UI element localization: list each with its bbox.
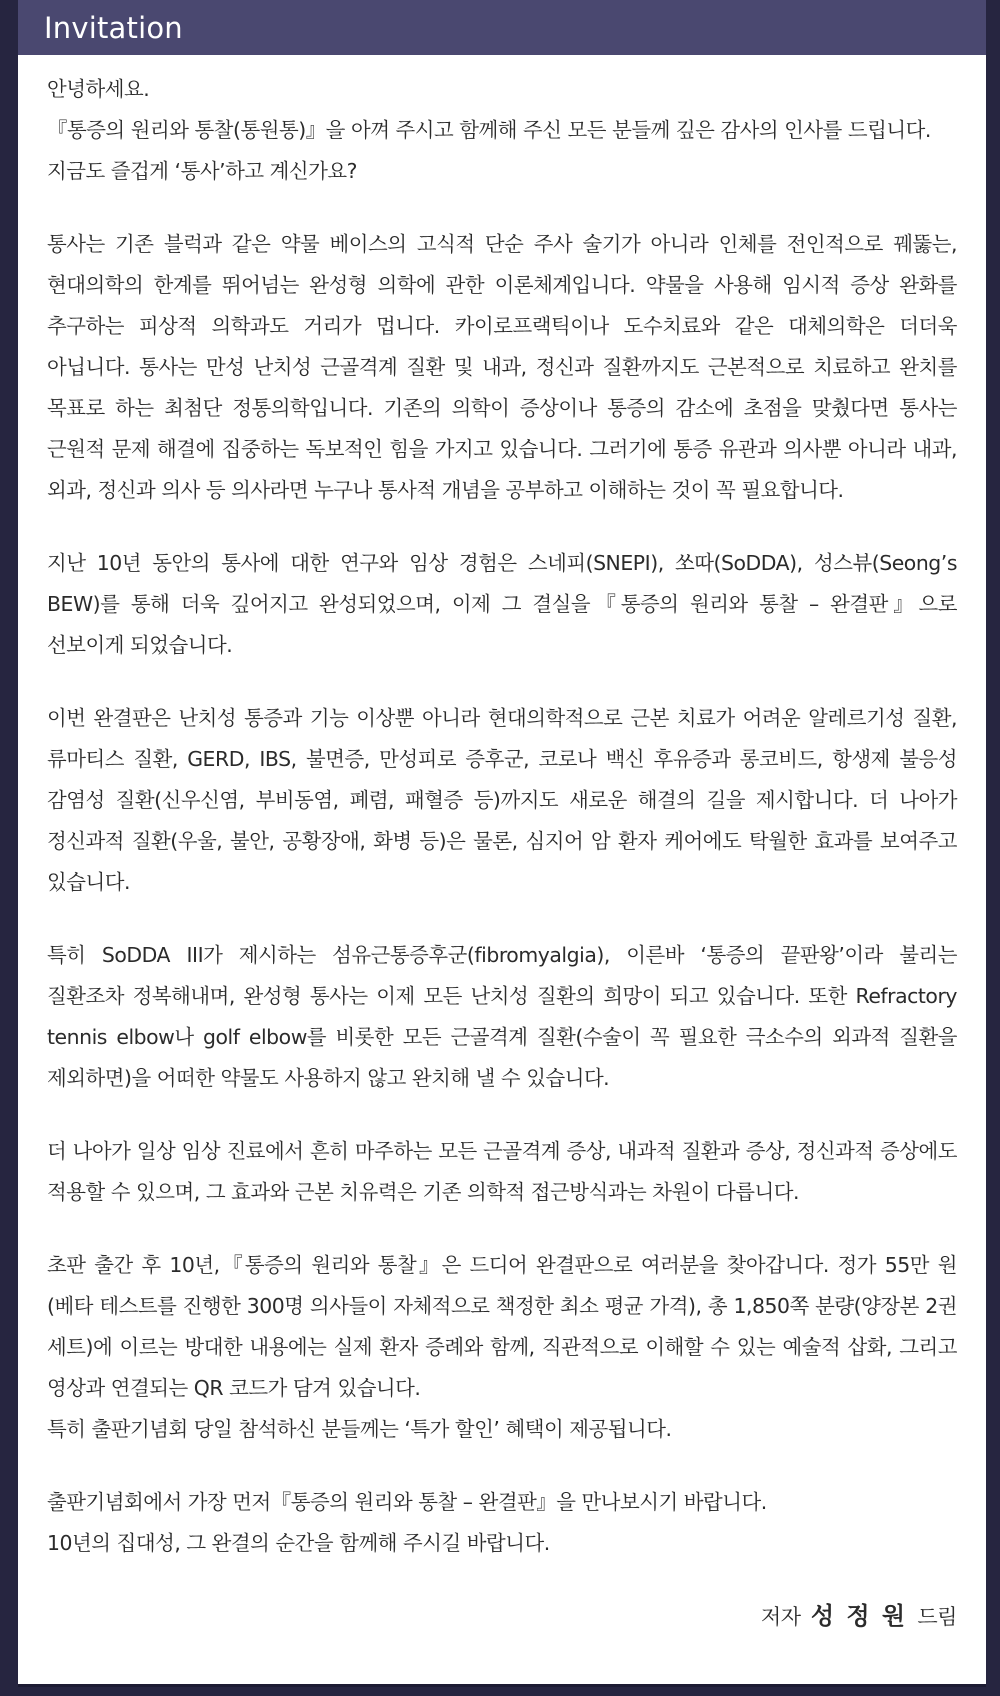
signature-prefix: 저자: [760, 1605, 801, 1629]
signature-suffix: 드림: [917, 1605, 957, 1629]
signature: [47, 1596, 957, 1638]
page-title: Invitation: [44, 10, 183, 45]
paragraph-line: 통사는 기존 블럭과 같은 약물 베이스의 고식적 단순 주사 술기가 아니라 인체를 전인적으로 꿰뚫는, 현대의학의 한계를 뛰어넘는 완성형 의학에 관한 이론체계입니다. 약물을 사용해 임시적 증상 완화를 추구하는 피상적 의학과도 거리가 멉니다. 카이로프랙틱이나 도수치료와 같은 대체의학은 더더욱 아닙니다. 통사는 만성 난치성 근골격계 질환 및 내과, 정신과 질환까지도 근본적으로 치료하고 완치를 목표로 하는 최첨단 정통의학입니다. 기존의 의학이 증상이나 통증의 감소에 초점을 맞췄다면 통사는 근원적 문제 해결에 집중하는 독보적인 힘을 가지고 있습니다. 그러기에 통증 유관과 의사뿐 아니라 내과, 외과, 정신과 의사 등 의사라면 누구나 통사적 개념을 공부하고 이해하는 것이 꼭 필요합니다.: [47, 232, 957, 502]
paragraph-line: 더 나아가 일상 임상 진료에서 흔히 마주하는 모든 근골격계 증상, 내과적 질환과 증상, 정신과적 증상에도 적용할 수 있으며, 그 효과와 근본 치유력은 기존 의학적 접근방식과는 차원이 다릅니다.: [47, 1139, 957, 1204]
paragraph-greeting: [47, 69, 957, 192]
paragraph-line: 안녕하세요.: [47, 77, 150, 101]
paragraph-line: 출판기념회에서 가장 먼저『통증의 원리와 통찰 – 완결판』을 만나보시기 바랍니다.: [47, 1490, 767, 1514]
author-name: 성 정 원: [810, 1602, 908, 1630]
paragraph-line: 특히 SoDDA III가 제시하는 섬유근통증후군(fibromyalgia), 이른바 ‘통증의 끝판왕’이라 불리는 질환조차 정복해내며, 완성형 통사는 이제 모든 난치성 질환의 희망이 되고 있습니다. 또한 Refractory tennis elbow나 golf elbow를 비롯한 모든 근골격계 질환(수술이 꼭 필요한 극소수의 외과적 질환을 제외하면)을 어떠한 약물도 사용하지 않고 완치해 낼 수 있습니다.: [47, 943, 957, 1090]
paragraph-publication: [47, 1245, 957, 1450]
paragraph-line: 특히 출판기념회 당일 참석하신 분들께는 ‘특가 할인’ 혜택이 제공됩니다.: [47, 1417, 672, 1441]
paragraph-line: 지난 10년 동안의 통사에 대한 연구와 임상 경험은 스네피(SNEPI), 쏘따(SoDDA), 성스뷰(Seong’s BEW)를 통해 더욱 깊어지고 완성되었으며, 이제 그 결실을『통증의 원리와 통찰 – 완결판』으로 선보이게 되었습니다.: [47, 551, 957, 657]
header-bar: [18, 0, 986, 55]
left-margin: [0, 0, 18, 1696]
paragraph-tongsa-intro: [47, 224, 957, 511]
paragraph-closing: [47, 1482, 957, 1564]
paragraph-line: 초판 출간 후 10년,『통증의 원리와 통찰』은 드디어 완결판으로 여러분을 찾아갑니다. 정가 55만 원(베타 테스트를 진행한 300명 의사들이 자체적으로 책정한 최소 평균 가격), 총 1,850쪽 분량(양장본 2권 세트)에 이르는 방대한 내용에는 실제 환자 증례와 함께, 직관적으로 이해할 수 있는 예술적 삽화, 그리고 영상과 연결되는 QR 코드가 담겨 있습니다.: [47, 1253, 957, 1400]
invitation-card: [18, 0, 986, 1687]
paragraph-line: 이번 완결판은 난치성 통증과 기능 이상뿐 아니라 현대의학적으로 근본 치료가 어려운 알레르기성 질환, 류마티스 질환, GERD, IBS, 불면증, 만성피로 증후군, 코로나 백신 후유증과 롱코비드, 항생제 불응성 감염성 질환(신우신염, 부비동염, 폐렴, 패혈증 등)까지도 새로운 해결의 길을 제시합니다. 더 나아가 정신과적 질환(우울, 불안, 공황장애, 화병 등)은 물론, 심지어 암 환자 케어에도 탁월한 효과를 보여주고 있습니다.: [47, 706, 957, 894]
paragraph-research: [47, 543, 957, 666]
letter-body: [47, 69, 957, 1638]
paragraph-fibromyalgia: [47, 935, 957, 1099]
paragraph-line: 지금도 즐겁게 ‘통사’하고 계신가요?: [47, 159, 357, 183]
paragraph-line: 『통증의 원리와 통찰(통원통)』을 아껴 주시고 함께해 주신 모든 분들께 깊은 감사의 인사를 드립니다.: [47, 118, 931, 142]
paragraph-clinical-use: [47, 1131, 957, 1213]
paragraph-line: 10년의 집대성, 그 완결의 순간을 함께해 주시길 바랍니다.: [47, 1531, 550, 1555]
paragraph-final-edition: [47, 698, 957, 903]
